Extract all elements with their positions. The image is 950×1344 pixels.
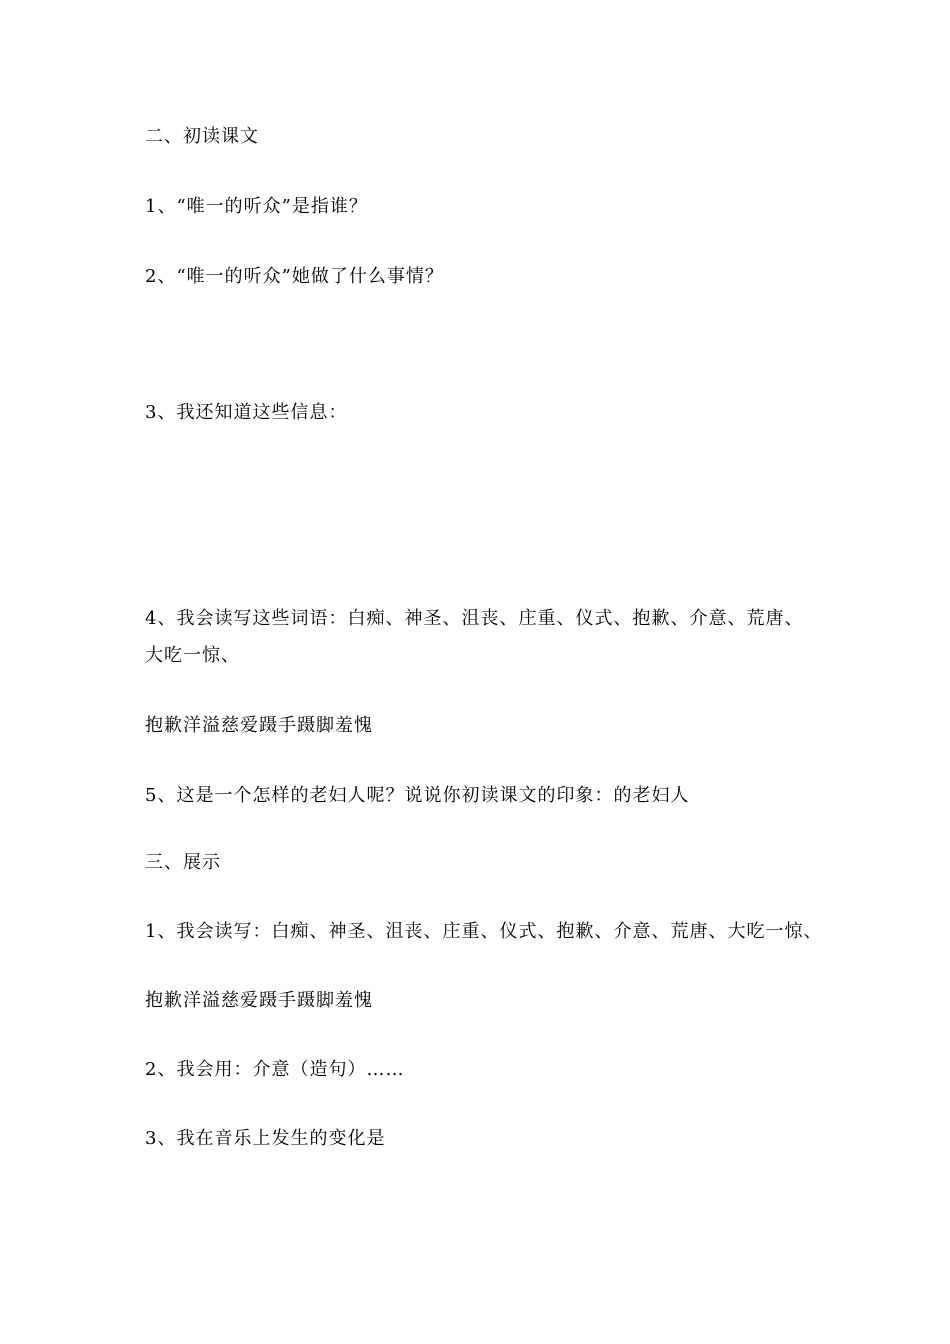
- question-5: 5、这是一个怎样的老妇人呢？说说你初读课文的印象：的老妇人: [145, 785, 690, 806]
- presentation-item-1: 1、我会读写：白痴、神圣、沮丧、庄重、仪式、抱歉、介意、荒唐、大吃一惊、: [145, 921, 823, 942]
- question-4-word-list: 抱歉洋溢慈爱蹑手蹑脚羞愧: [145, 715, 373, 736]
- presentation-item-1-word-list: 抱歉洋溢慈爱蹑手蹑脚羞愧: [145, 990, 373, 1011]
- section-heading-first-reading: 二、初读课文: [145, 126, 259, 147]
- section-heading-presentation: 三、展示: [145, 852, 221, 873]
- question-4-line-1: 4、我会读写这些词语：白痴、神圣、沮丧、庄重、仪式、抱歉、介意、荒唐、: [145, 608, 804, 629]
- question-1: 1、“唯一的听众”是指谁？: [145, 196, 368, 217]
- question-2: 2、“唯一的听众”她做了什么事情？: [145, 266, 444, 287]
- question-3: 3、我还知道这些信息：: [145, 402, 348, 423]
- question-4-line-2: 大吃一惊、: [145, 645, 240, 666]
- presentation-item-2: 2、我会用：介意（造句）……: [145, 1059, 405, 1080]
- presentation-item-3: 3、我在音乐上发生的变化是: [145, 1128, 386, 1149]
